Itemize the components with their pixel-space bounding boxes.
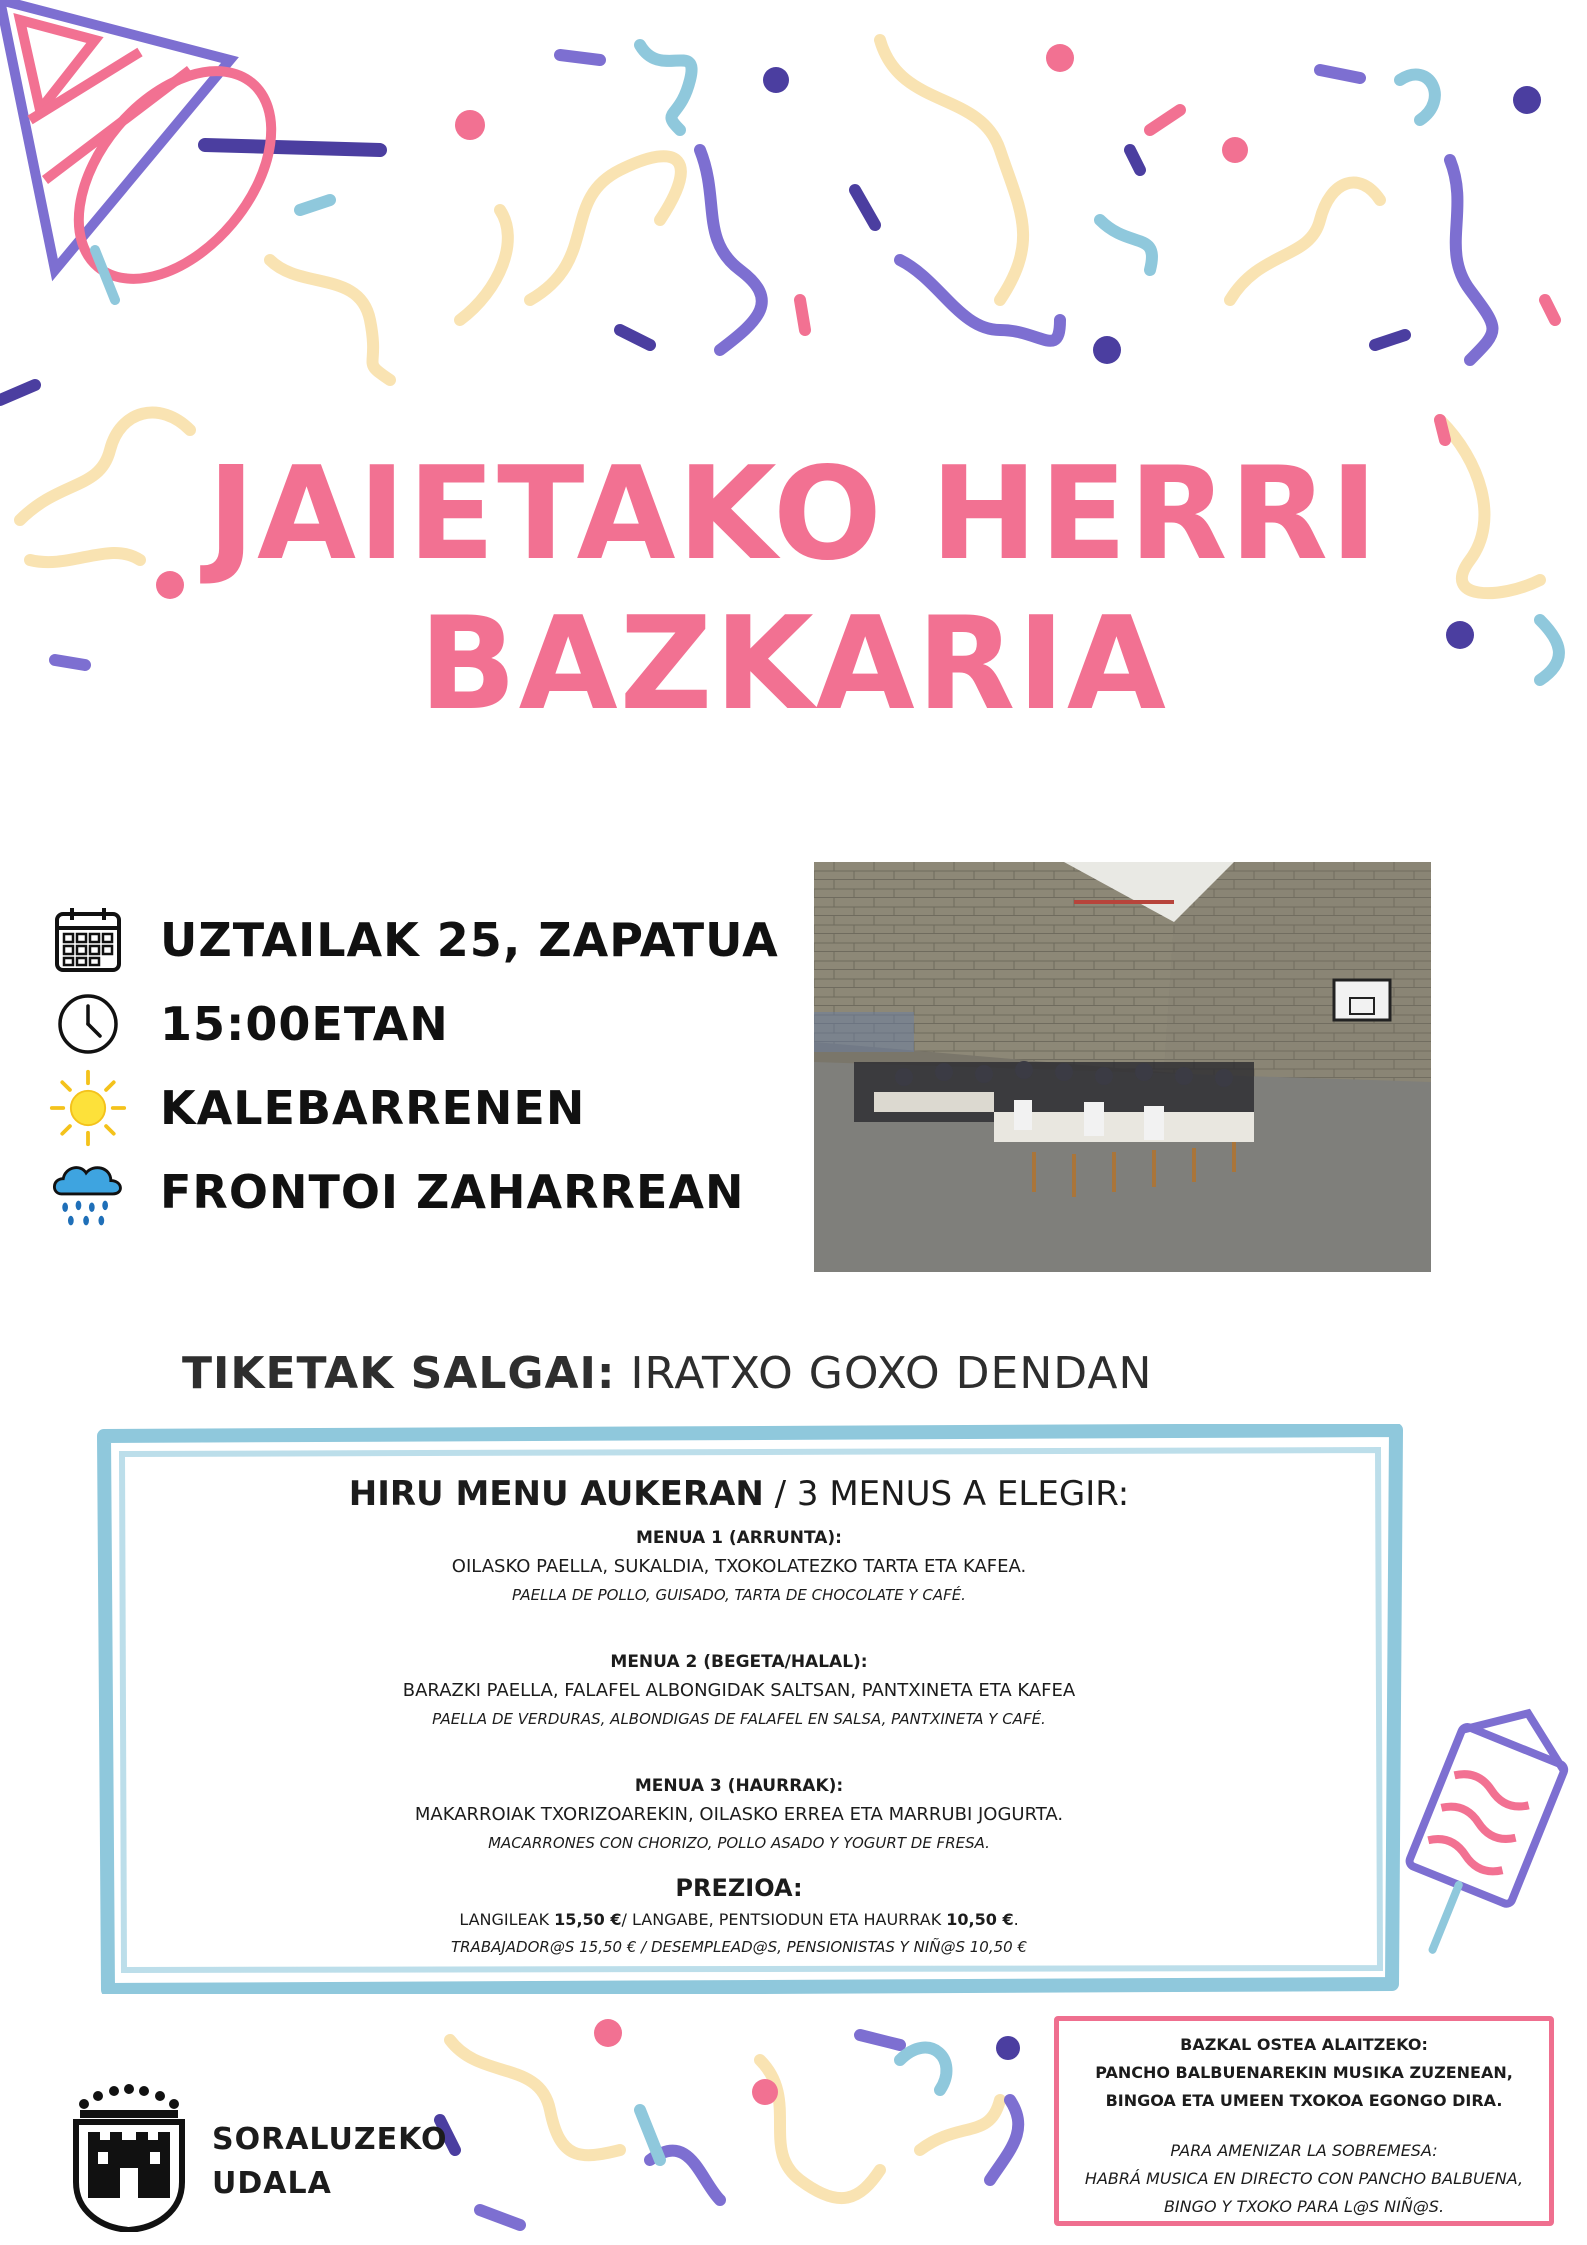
town-crest-logo [66, 2082, 192, 2232]
menu-3-spanish: MACARRONES CON CHORIZO, POLLO ASADO Y YOGURT DE FRESA. [488, 1834, 990, 1852]
calendar-icon [48, 900, 128, 980]
info-time [48, 984, 449, 1064]
price-period: . [1013, 1910, 1019, 1929]
tickets-label: TIKETAK SALGAI: [182, 1348, 616, 1399]
after-basque-line-2: BINGOA ETA UMEEN TXOKOA EGONGO DIRA. [1105, 2091, 1503, 2110]
rain-cloud-icon [48, 1152, 128, 1232]
tickets-line [182, 1348, 1152, 1399]
organizer-name [212, 2118, 447, 2206]
menu-heading [116, 1474, 1362, 1514]
menu-2-spanish: PAELLA DE VERDURAS, ALBONDIGAS DE FALAFEL EN SALSA, PANTXINETA Y CAFÉ. [432, 1710, 1046, 1728]
event-title-line-1: JAIETAKO HERRI [207, 440, 1380, 589]
after-spanish-line-1: HABRÁ MUSICA EN DIRECTO CON PANCHO BALBUENA, [1084, 2169, 1524, 2188]
event-title-line-2: BAZKARIA [419, 590, 1168, 739]
info-date [48, 900, 779, 980]
after-basque-title: BAZKAL OSTEA ALAITZEKO: [1180, 2035, 1428, 2054]
after-spanish-line-2: BINGO Y TXOKO PARA L@S NIÑ@S. [1163, 2197, 1445, 2216]
info-date-text: UZTAILAK 25, ZAPATUA [160, 913, 779, 967]
event-photo [814, 862, 1431, 1272]
info-rain-location [48, 1152, 744, 1232]
menu-2 [116, 1648, 1362, 1732]
price-spanish: TRABAJADOR@S 15,50 € / DESEMPLEAD@S, PENSIONISTAS Y NIÑ@S 10,50 € [450, 1938, 1028, 1956]
organizer-line-2: UDALA [212, 2166, 332, 2201]
price-workers-label: LANGILEAK [459, 1910, 555, 1929]
menu-1-basque: OILASKO PAELLA, SUKALDIA, TXOKOLATEZKO TARTA ETA KAFEA. [451, 1556, 1027, 1577]
price-title: PREZIOA: [675, 1874, 803, 1902]
menu-2-title: MENUA 2 (BEGETA/HALAL): [610, 1652, 868, 1672]
price-reduced-value: 10,50 € [946, 1910, 1014, 1929]
rocket-icon [1382, 1693, 1580, 1971]
tickets-value: IRATXO GOXO DENDAN [630, 1348, 1153, 1399]
menu-1-spanish: PAELLA DE POLLO, GUISADO, TARTA DE CHOCOLATE Y CAFÉ. [512, 1586, 966, 1604]
organizer-line-1: SORALUZEKO [212, 2122, 448, 2157]
price-reduced-label: / LANGABE, PENTSIODUN ETA HAURRAK [621, 1910, 947, 1929]
info-rain-location-text: FRONTOI ZAHARREAN [160, 1165, 745, 1219]
price-basque [116, 1906, 1362, 1934]
menu-1-title: MENUA 1 (ARRUNTA): [635, 1528, 842, 1548]
menu-3-title: MENUA 3 (HAURRAK): [634, 1776, 844, 1796]
after-basque-line-1: PANCHO BALBUENAREKIN MUSIKA ZUZENEAN, [1095, 2063, 1513, 2082]
sun-icon [48, 1068, 128, 1148]
menu-3-basque: MAKARROIAK TXORIZOAREKIN, OILASKO ERREA ETA MARRUBI JOGURTA. [414, 1804, 1064, 1825]
info-time-text: 15:00ETAN [160, 997, 449, 1051]
event-title [0, 440, 1587, 740]
clock-icon [48, 984, 128, 1064]
price-workers-value: 15,50 € [554, 1910, 622, 1929]
info-location-text: KALEBARRENEN [160, 1081, 586, 1135]
menu-1 [116, 1524, 1362, 1608]
after-spanish-title: PARA AMENIZAR LA SOBREMESA: [1170, 2141, 1438, 2160]
party-hat-icon [0, 0, 310, 315]
menu-heading-bold: HIRU MENU AUKERAN [348, 1474, 764, 1514]
info-location [48, 1068, 585, 1148]
after-lunch-box [1054, 2016, 1554, 2226]
menu-2-basque: BARAZKI PAELLA, FALAFEL ALBONGIDAK SALTSAN, PANTXINETA ETA KAFEA [402, 1680, 1076, 1701]
menu-heading-rest: / 3 MENUS A ELEGIR: [774, 1474, 1130, 1514]
menu-section [116, 1474, 1362, 1960]
menu-3 [116, 1772, 1362, 1856]
